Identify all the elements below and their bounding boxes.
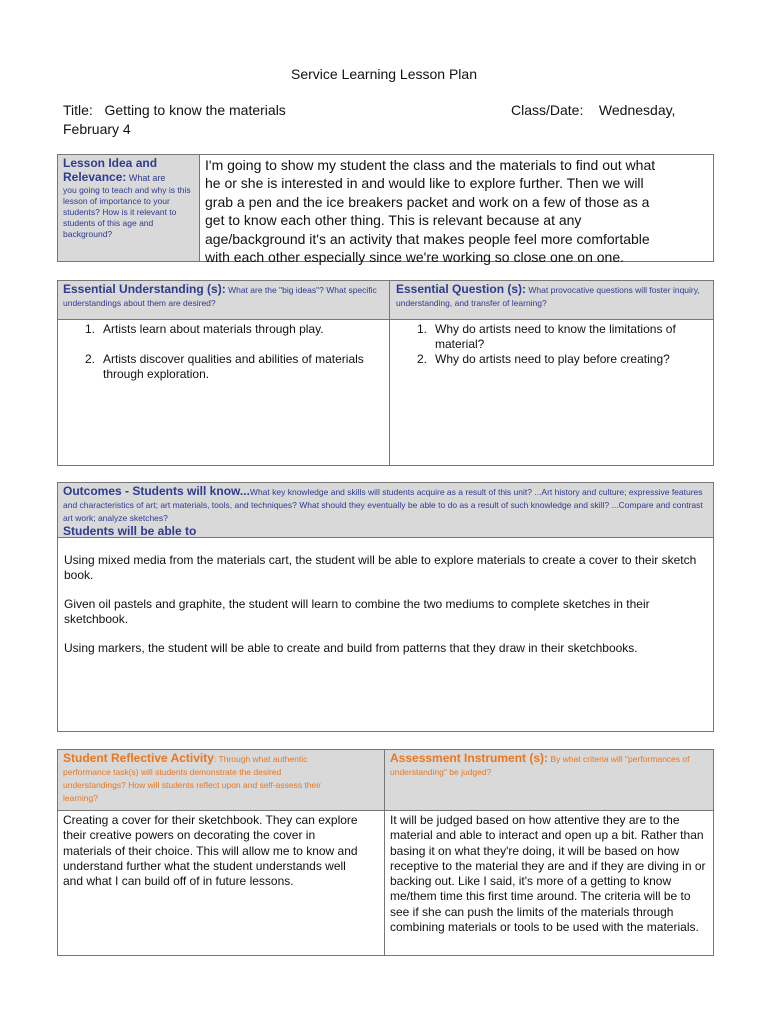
reflective-assessment-table xyxy=(57,749,714,956)
lesson-idea-line: age/background it's an activity that makes people feel more comfortable xyxy=(205,230,650,247)
essential-understanding-list xyxy=(58,322,386,397)
essential-question-header xyxy=(396,283,711,309)
assessment-heading: Assessment Instrument (s): xyxy=(390,751,549,765)
assessment-text: It will be judged based on how attentive they are to the material and able to interact and open up a bit. Rather than basing it on what they're doing, it will be based on how receptive to the material they are and if they are diving in or backing out. Like I said, it's more of a getting to know me/them time this first time around. The criteria will be to see if she can push the limits of the materials through combining materials or tools to be used with the materials. xyxy=(390,813,706,935)
list-item: 1. Artists learn about materials through play. xyxy=(85,322,324,336)
title-line xyxy=(63,101,713,137)
reflective-activity-heading: Student Reflective Activity xyxy=(63,751,214,765)
lesson-idea-table xyxy=(57,154,714,266)
outcomes-header xyxy=(58,483,713,538)
lesson-idea-header xyxy=(58,155,200,261)
essential-question-prompt: What provocative questions will foster inquiry, understanding, and transfer of learning? xyxy=(396,285,700,308)
list-item: 2. Artists discover qualities and abilities of materials through exploration. xyxy=(85,352,364,381)
assessment-header xyxy=(390,752,690,778)
essential-question-heading: Essential Question (s): xyxy=(396,282,527,296)
lesson-idea-line: get to know each other thing. This is relevant because at any xyxy=(205,212,582,229)
lesson-idea-text xyxy=(200,155,713,266)
lesson-idea-line: I'm going to show my student the class and the materials to find out what xyxy=(205,157,656,173)
lesson-idea-line: grab a pen and the ice breakers packet and work on a few of those as a xyxy=(205,193,650,210)
reflective-activity-header xyxy=(63,752,343,804)
assessment-prompt: By what criteria will "performances of understanding" be judged? xyxy=(390,754,690,777)
outcome-paragraph: Given oil pastels and graphite, the student will learn to combine the two mediums to complete sketches in their sketchbook. xyxy=(64,597,650,626)
lesson-idea-heading: Lesson Idea and xyxy=(63,156,158,170)
class-date-value-cont: February 4 xyxy=(63,121,131,137)
class-date-value: Wednesday, xyxy=(598,102,676,118)
lesson-idea-prompt: What are xyxy=(126,173,166,183)
essential-table xyxy=(57,280,714,466)
class-date xyxy=(511,101,675,120)
outcomes-subheading: Students will be able to xyxy=(63,524,197,538)
essential-understanding-heading: Essential Understanding (s): xyxy=(63,282,226,296)
column-divider xyxy=(384,750,385,955)
outcome-paragraph: Using markers, the student will be able to create and build from patterns that they draw in their sketchbooks. xyxy=(64,641,638,655)
essential-understanding-prompt: What are the "big ideas"? What specific understandings about them are desired? xyxy=(63,285,377,308)
list-item: 2. Why do artists need to play before creating? xyxy=(417,352,670,366)
essential-understanding-header xyxy=(63,283,383,309)
essential-question-list xyxy=(390,322,712,367)
outcomes-body xyxy=(64,553,704,670)
list-item: 1. Why do artists need to know the limitations of material? xyxy=(417,322,676,351)
column-divider xyxy=(389,281,390,465)
page-title: Service Learning Lesson Plan xyxy=(290,66,477,82)
outcome-paragraph: Using mixed media from the materials cart, the student will be able to explore materials to create a cover to their sketch book. xyxy=(64,553,697,582)
title-label: Title: xyxy=(63,102,93,118)
outcomes-heading: Outcomes - Students will know... xyxy=(63,484,250,498)
reflective-activity-prompt: : Through what authentic performance task(s) will students demonstrate the desired understandings? How will students reflect upon and self-assess their learning? xyxy=(63,754,321,803)
lesson-idea-heading-2: Relevance: xyxy=(63,170,127,184)
outcomes-prompt: What key knowledge and skills will students acquire as a result of this unit? ...Art history and culture; expressive features and characteristics of art; art materials, tools, and techniques? What should they eventually be able to do as a result of such knowledge and skill? ...Compare and contrast art work; analyze sketches? xyxy=(63,487,703,523)
outcomes-table xyxy=(57,482,714,732)
lesson-idea-prompt-cont: you going to teach and why is this lesson of importance to your students? How is it relevant to students of this age and background? xyxy=(63,185,191,239)
reflective-activity-text: Creating a cover for their sketchbook. They can explore their creative powers on decorating the cover in materials of their choice. This will allow me to know and understand further what the student understands well and what I can build off of in future lessons. xyxy=(63,813,358,889)
lesson-idea-line: with each other especially since we're working so close one on one. xyxy=(205,249,625,266)
title-value: Getting to know the materials xyxy=(104,102,286,118)
class-date-label: Class/Date: xyxy=(511,102,584,118)
lesson-idea-line: he or she is interested in and would like to explore further. Then we will xyxy=(205,175,644,192)
